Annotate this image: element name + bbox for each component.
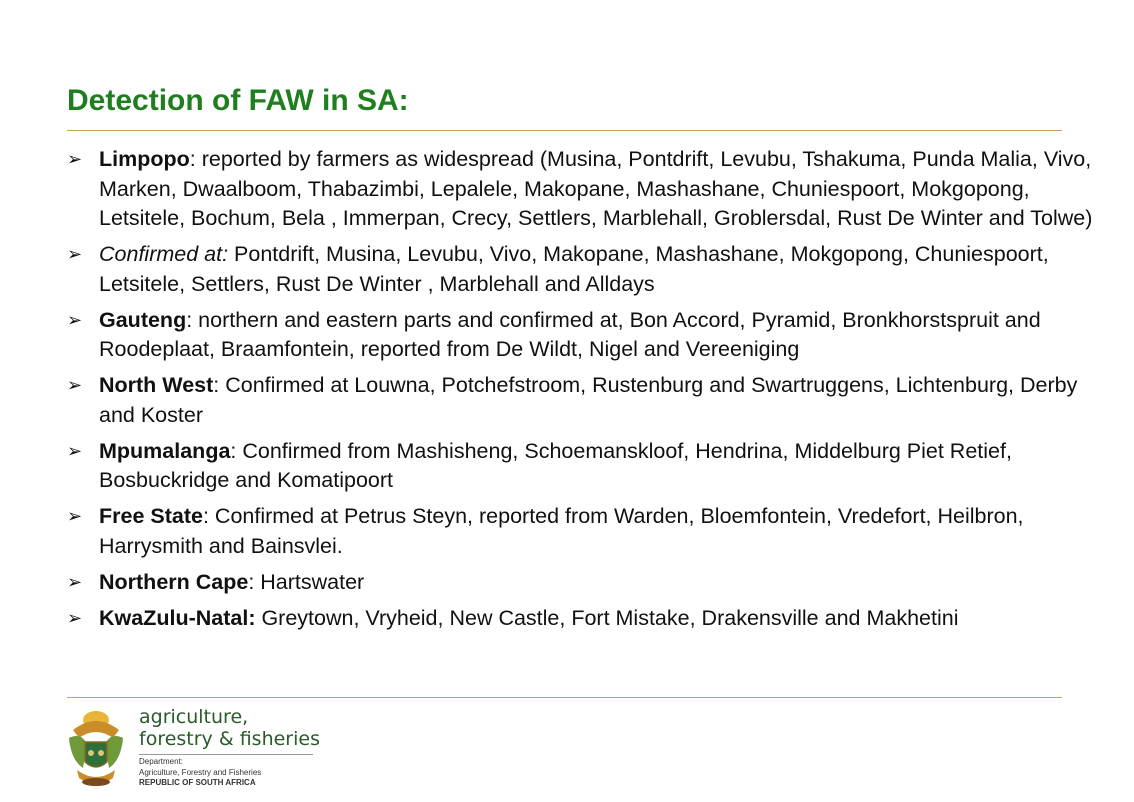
bullet-head: Northern Cape [99,569,249,594]
dept-fullname: Agriculture, Forestry and Fisheries [139,768,262,777]
bullet-text: : Hartswater [248,569,365,594]
bullet-text: Greytown, Vryheid, New Castle, Fort Mistake, Drakensville and Makhetini [255,605,959,630]
list-item [67,502,1107,561]
arrow-bullet-icon: ➢ [67,440,83,461]
bullet-head: North West [99,373,214,397]
list-item [67,568,1107,598]
list-item [67,371,1107,430]
bullet-text: : Confirmed from Mashisheng, Schoemanskloof, Hendrina, Middelburg Piet Retief, Bosbuckridge and Komatipoort [99,438,1012,492]
arrow-bullet-icon: ➢ [67,506,83,526]
dept-name-line1: agriculture, [139,706,249,728]
bullet-head: Gauteng [99,307,187,332]
list-item [67,240,1107,299]
bullet-list [67,145,1107,640]
bottom-divider [67,697,1062,698]
arrow-bullet-icon: ➢ [67,607,83,628]
arrow-bullet-icon: ➢ [67,149,83,169]
coat-of-arms-icon [67,708,125,790]
department-logo [67,708,347,792]
bullet-text: : reported by farmers as widespread (Musina, Pontdrift, Levubu, Tshakuma, Punda Malia, Vivo, Marken, Dwaalboom, Thabazimbi, Lepalele, Makopane, Mashashane, Chuniespoort, Mokgopong, Letsitele, Bochum, Bela , Immerpan, Crecy, Settlers, Marblehall, Groblersdal, Rust De Winter and Tolwe) [99,147,1093,230]
list-item [67,145,1107,234]
arrow-bullet-icon: ➢ [67,309,83,330]
bullet-text: : Confirmed at Petrus Steyn, reported from Warden, Bloemfontein, Vredefort, Heilbron, Harrysmith and Bainsvlei. [99,504,1024,558]
dept-label: Department: [139,757,184,766]
page-title: Detection of FAW in SA: [67,84,409,117]
dept-name-line2: forestry & fisheries [139,728,320,750]
bullet-text: Pontdrift, Musina, Levubu, Vivo, Makopane, Mashashane, Mokgopong, Chuniespoort, Letsitele, Settlers, Rust De Winter , Marblehall and Alldays [99,242,1049,296]
top-divider [67,130,1062,131]
bullet-head: KwaZulu-Natal: [99,605,256,630]
list-item [67,604,1107,634]
list-item [67,437,1107,496]
bullet-text: : Confirmed at Louwna, Potchefstroom, Rustenburg and Swartruggens, Lichtenburg, Derby and Koster [99,373,1078,427]
country-name: REPUBLIC OF SOUTH AFRICA [139,778,256,787]
bullet-head: Limpopo [99,147,190,171]
bullet-text: : northern and eastern parts and confirmed at, Bon Accord, Pyramid, Bronkhorstspruit and Roodeplaat, Braamfontein, reported from De Wildt, Nigel and Vereeniging [99,307,1041,361]
bullet-head: Free State [99,504,203,528]
arrow-bullet-icon: ➢ [67,571,83,592]
arrow-bullet-icon: ➢ [67,244,83,264]
bullet-head: Confirmed at: [99,242,229,266]
bullet-head: Mpumalanga [99,438,231,463]
logo-divider [139,754,313,755]
list-item [67,306,1107,365]
arrow-bullet-icon: ➢ [67,375,83,395]
